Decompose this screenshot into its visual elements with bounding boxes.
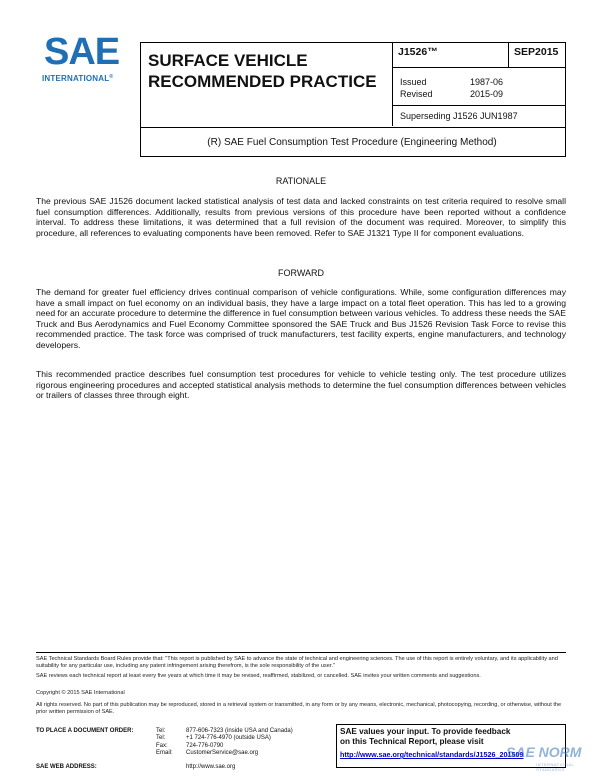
issued-label: Issued	[400, 77, 427, 87]
document-date: SEP2015	[514, 46, 559, 58]
document-type-title: SURFACE VEHICLE RECOMMENDED PRACTICE	[148, 51, 377, 91]
web-address-label: SAE WEB ADDRESS:	[36, 764, 97, 770]
header-divider	[392, 42, 393, 126]
rationale-paragraph: The previous SAE J1526 document lacked statistical analysis of test data and lacked constraints on test criteria required to resolve small fuel consumption differences. Additionally, results from previous versions of this procedure have been reported without a confidence interval. To address these limitations, it was determined that a full revision of the document was required. Moreover, to simplify this procedure, all references to evaluating components have been removed. Refer to SAE J1321 Type II for component evaluations.	[36, 196, 566, 238]
email-link[interactable]: CustomerService@sae.org	[186, 750, 259, 757]
logo-international-text: INTERNATIONAL®	[42, 74, 114, 83]
footer-rules-text: SAE Technical Standards Board Rules provide that: "This report is published by SAE to advance the state of technical and engineering sciences. The use of this report is entirely voluntary, and its applicability and suitability for any particular use, including any patent infringement arising therefrom, is the sole responsibility of the user."	[36, 656, 558, 670]
footer-copyright: Copyright © 2015 SAE International	[36, 690, 125, 696]
header-divider	[392, 67, 565, 68]
contact-row: Tel: +1 724-776-4970 (outside USA)	[156, 735, 271, 742]
order-contacts	[156, 728, 293, 758]
web-address-link[interactable]: http://www.sae.org	[186, 764, 236, 770]
contact-row: Email: CustomerService@sae.org	[156, 750, 259, 757]
issued-value: 1987-06	[470, 77, 504, 87]
footer-rule	[36, 652, 566, 653]
contact-row: Tel: 877-606-7323 (inside USA and Canada)	[156, 728, 293, 734]
forward-paragraph: The demand for greater fuel efficiency drives continual comparison of vehicle configurations. While, some configuration differences may have a small impact on fuel economy on an individual basis, they have a large impact on a total fleet operation. This has led to a growing need for an accurate procedure to determine the difference in fuel consumption between various vehicles. To address these needs the SAE Truck and Bus Aerodynamics and Fuel Economy Committee sponsored the SAE Truck and Bus J1526 Revision Task Force to revise this recommended practice. The task force was comprised of truck manufacturers, test facility experts, engine manufacturers, and technology developers.	[36, 287, 566, 350]
feedback-text: SAE values your input. To provide feedback on this Technical Report, please visit	[340, 727, 511, 746]
superseding-note: Superseding J1526 JUN1987	[400, 111, 518, 121]
document-number: J1526™	[398, 46, 438, 58]
sae-logo	[40, 32, 128, 90]
footer-review-text: SAE reviews each technical report at least every five years at which time it may be revised, reaffirmed, stabilized, or cancelled. SAE invites your written comments and suggestions.	[36, 673, 481, 679]
footer-rights-text: All rights reserved. No part of this publication may be reproduced, stored in a retrieval system or transmitted, in any form or by any means, electronic, mechanical, photocopying, recording, or otherwise, without the prior written permission of SAE.	[36, 702, 562, 716]
section-heading-forward: FORWARD	[278, 268, 324, 278]
revised-label: Revised	[400, 89, 433, 99]
watermark-logo: SAE NORM INTERNATIONAL STANDARDS	[506, 744, 582, 772]
section-heading-rationale: RATIONALE	[275, 176, 327, 186]
logo-sae-text: SAE	[44, 31, 120, 73]
document-title: (R) SAE Fuel Consumption Test Procedure (Engineering Method)	[207, 137, 497, 148]
order-label: TO PLACE A DOCUMENT ORDER:	[36, 728, 134, 734]
feedback-link[interactable]: http://www.sae.org/technical/standards/J1526_201509	[340, 750, 524, 759]
header-divider	[508, 42, 509, 67]
revised-value: 2015-09	[470, 89, 504, 99]
header-divider	[392, 105, 565, 106]
forward-paragraph: This recommended practice describes fuel consumption test procedures for vehicle to vehicle testing only. The test procedure utilizes rigorous engineering procedures and accepted statistical analysis methods to determine the fuel consumption differences between vehicles or trailers of classes three through eight.	[36, 369, 566, 400]
contact-row: Fax: 724-776-0790	[156, 742, 224, 749]
